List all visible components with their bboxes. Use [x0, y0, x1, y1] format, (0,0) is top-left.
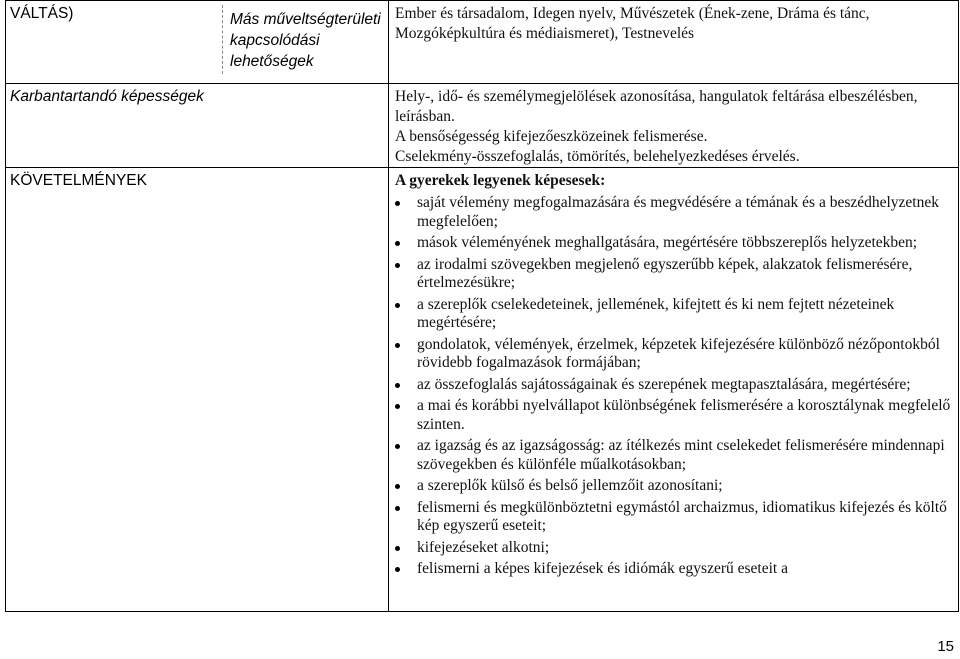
row-valtas-label-cell [6, 1, 389, 84]
list-item: az összefoglalás sajátosságainak és szerepének megtapasztalására, megértésére; [395, 376, 952, 395]
list-item: mások véleményének meghallgatására, megértésére többszereplős helyzetekben; [395, 234, 952, 253]
karbantartando-content [389, 84, 959, 168]
bullet-icon [395, 241, 400, 246]
karbantartando-line: A bensőségesség kifejezőeszközeinek felismerése. [395, 128, 708, 145]
bullet-icon [395, 383, 400, 388]
bullet-icon [395, 506, 400, 511]
skills-list [395, 194, 952, 579]
valtas-label: VÁLTÁS) [10, 5, 74, 22]
kovetelmenyek-heading: A gyerekek legyenek képesesek: [395, 172, 606, 189]
row-karbantartando [6, 84, 959, 168]
list-item: gondolatok, vélemények, érzelmek, képzetek kifejezésére különböző nézőpontokból rövidebb fogalmazások formájában; [395, 336, 952, 373]
list-item: felismerni a képes kifejezések és idiómák egyszerű eseteit a [395, 560, 952, 579]
related-areas-content: Ember és társadalom, Idegen nyelv, Művészetek (Ének-zene, Dráma és tánc, Mozgóképkultúra és médiaismeret), Testnevelés [389, 1, 959, 84]
kovetelmenyek-label: KÖVETELMÉNYEK [6, 168, 389, 612]
page-number: 15 [937, 638, 954, 655]
list-item: a szereplők külső és belső jellemzőit azonosítani; [395, 477, 952, 496]
curriculum-table [5, 0, 959, 612]
bullet-icon [395, 546, 400, 551]
list-item: az igazság és az igazságosság: az ítélkezés mint cselekedet felismerésére mindennapi szövegekben és különféle műalkotásokban; [395, 437, 952, 474]
bullet-icon [395, 263, 400, 268]
list-item: a mai és korábbi nyelvállapot különbségének felismerésére a korosztálynak megfelelő szinten. [395, 397, 952, 434]
list-item: a szereplők cselekedeteinek, jellemének, kifejtett és ki nem fejtett nézeteinek megértésére; [395, 296, 952, 333]
karbantartando-line: Cselekmény-összefoglalás, tömörítés, belehelyezkedéses érvelés. [395, 148, 800, 165]
row-kovetelmenyek [6, 168, 959, 612]
bullet-icon [395, 444, 400, 449]
list-item: az irodalmi szövegekben megjelenő egyszerűbb képek, alakzatok felismerésére, értelmezésükre; [395, 256, 952, 293]
bullet-icon [395, 303, 400, 308]
karbantartando-line: Hely-, idő- és személymegjelölések azonosítása, hangulatok feltárása elbeszélésben, leírásban. [395, 88, 918, 125]
related-areas-label: Más műveltségterületi kapcsolódási lehetőségek [222, 5, 388, 74]
bullet-icon [395, 567, 400, 572]
bullet-icon [395, 201, 400, 206]
list-item: kifejezéseket alkotni; [395, 539, 952, 558]
list-item: saját vélemény megfogalmazására és megvédésére a témának és a beszédhelyzetnek megfelelően; [395, 194, 952, 231]
bullet-icon [395, 404, 400, 409]
list-item: felismerni és megkülönböztetni egymástól archaizmus, idiomatikus kifejezés és költő kép egyszerű eseteit; [395, 499, 952, 536]
kovetelmenyek-content [389, 168, 959, 612]
bullet-icon [395, 343, 400, 348]
karbantartando-label: Karbantartandó képességek [6, 84, 389, 168]
row-valtas [6, 1, 959, 84]
bullet-icon [395, 484, 400, 489]
